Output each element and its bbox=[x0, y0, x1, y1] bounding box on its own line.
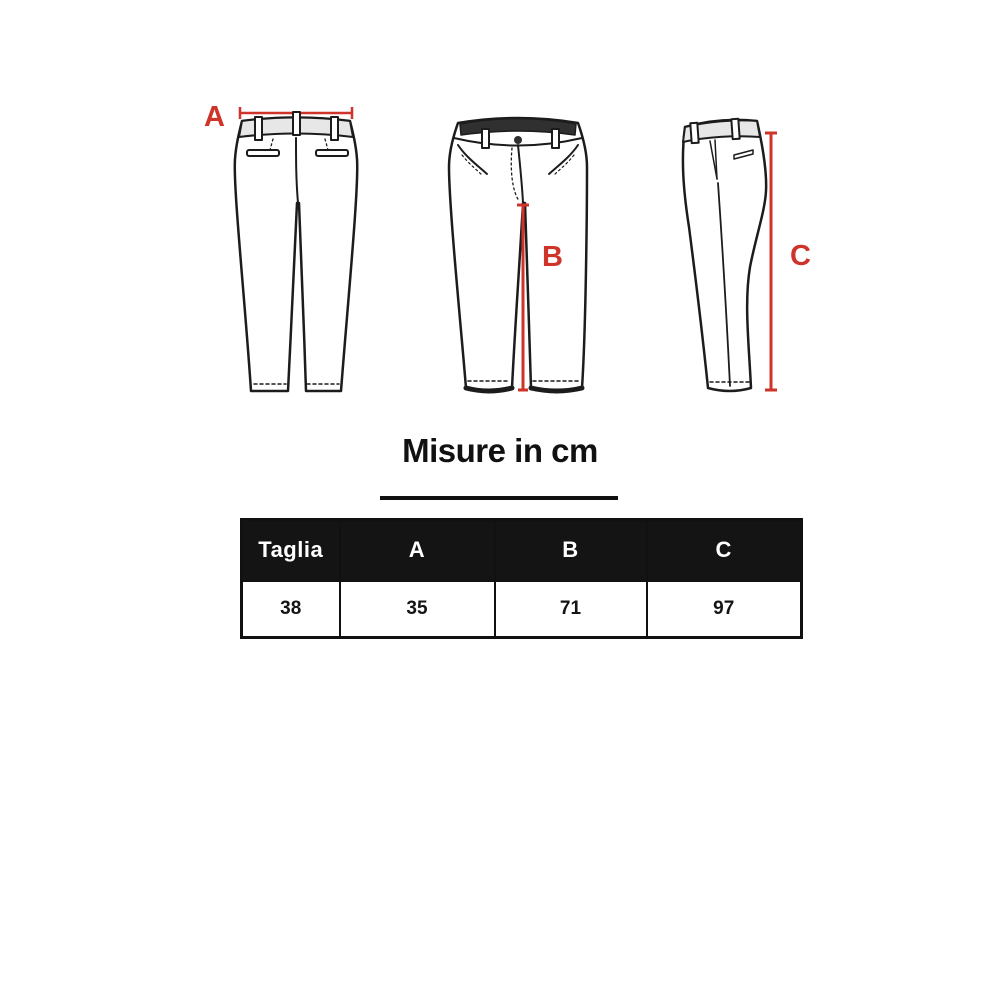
title-underline bbox=[380, 496, 618, 500]
figure-pants-front-view bbox=[430, 95, 610, 405]
belt-loop bbox=[331, 117, 338, 140]
pants-side-drawing bbox=[660, 95, 840, 405]
pants-back-outline bbox=[235, 112, 357, 391]
waist-button bbox=[514, 136, 522, 144]
pants-front-outline bbox=[449, 118, 587, 391]
pants-side-outline bbox=[683, 119, 766, 391]
size-table-row bbox=[242, 581, 802, 638]
measurement-label-a: A bbox=[204, 101, 226, 133]
belt-loop bbox=[690, 123, 698, 143]
measurement-label-b: B bbox=[542, 241, 564, 273]
belt-loop bbox=[482, 129, 489, 148]
belt-loop bbox=[293, 112, 300, 135]
back-pocket-right bbox=[316, 150, 348, 156]
belt-loop bbox=[731, 119, 739, 139]
figure-pants-side-view bbox=[660, 95, 840, 405]
size-table-cell: 35 bbox=[340, 581, 495, 638]
size-table-cell: 97 bbox=[647, 581, 802, 638]
pants-back-drawing bbox=[200, 95, 370, 405]
pants-front-drawing bbox=[430, 95, 610, 405]
size-table-header-cell: B bbox=[495, 520, 647, 581]
size-table-cell: 38 bbox=[242, 581, 340, 638]
measurement-label-c: C bbox=[790, 240, 812, 272]
page-title: Misure in cm bbox=[402, 432, 598, 469]
size-table-cell: 71 bbox=[495, 581, 647, 638]
belt-loop bbox=[552, 129, 559, 148]
back-pocket-left bbox=[247, 150, 279, 156]
size-table-head bbox=[242, 520, 802, 581]
figure-pants-back-view bbox=[200, 95, 370, 405]
size-table-header-cell: A bbox=[340, 520, 495, 581]
size-table-body bbox=[242, 581, 802, 638]
size-table-header-cell: C bbox=[647, 520, 802, 581]
size-table-header-row bbox=[242, 520, 802, 581]
size-table bbox=[240, 518, 803, 639]
measurement-line-c bbox=[765, 133, 777, 390]
size-table-header-cell: Taglia bbox=[242, 520, 340, 581]
belt-loop bbox=[255, 117, 262, 140]
